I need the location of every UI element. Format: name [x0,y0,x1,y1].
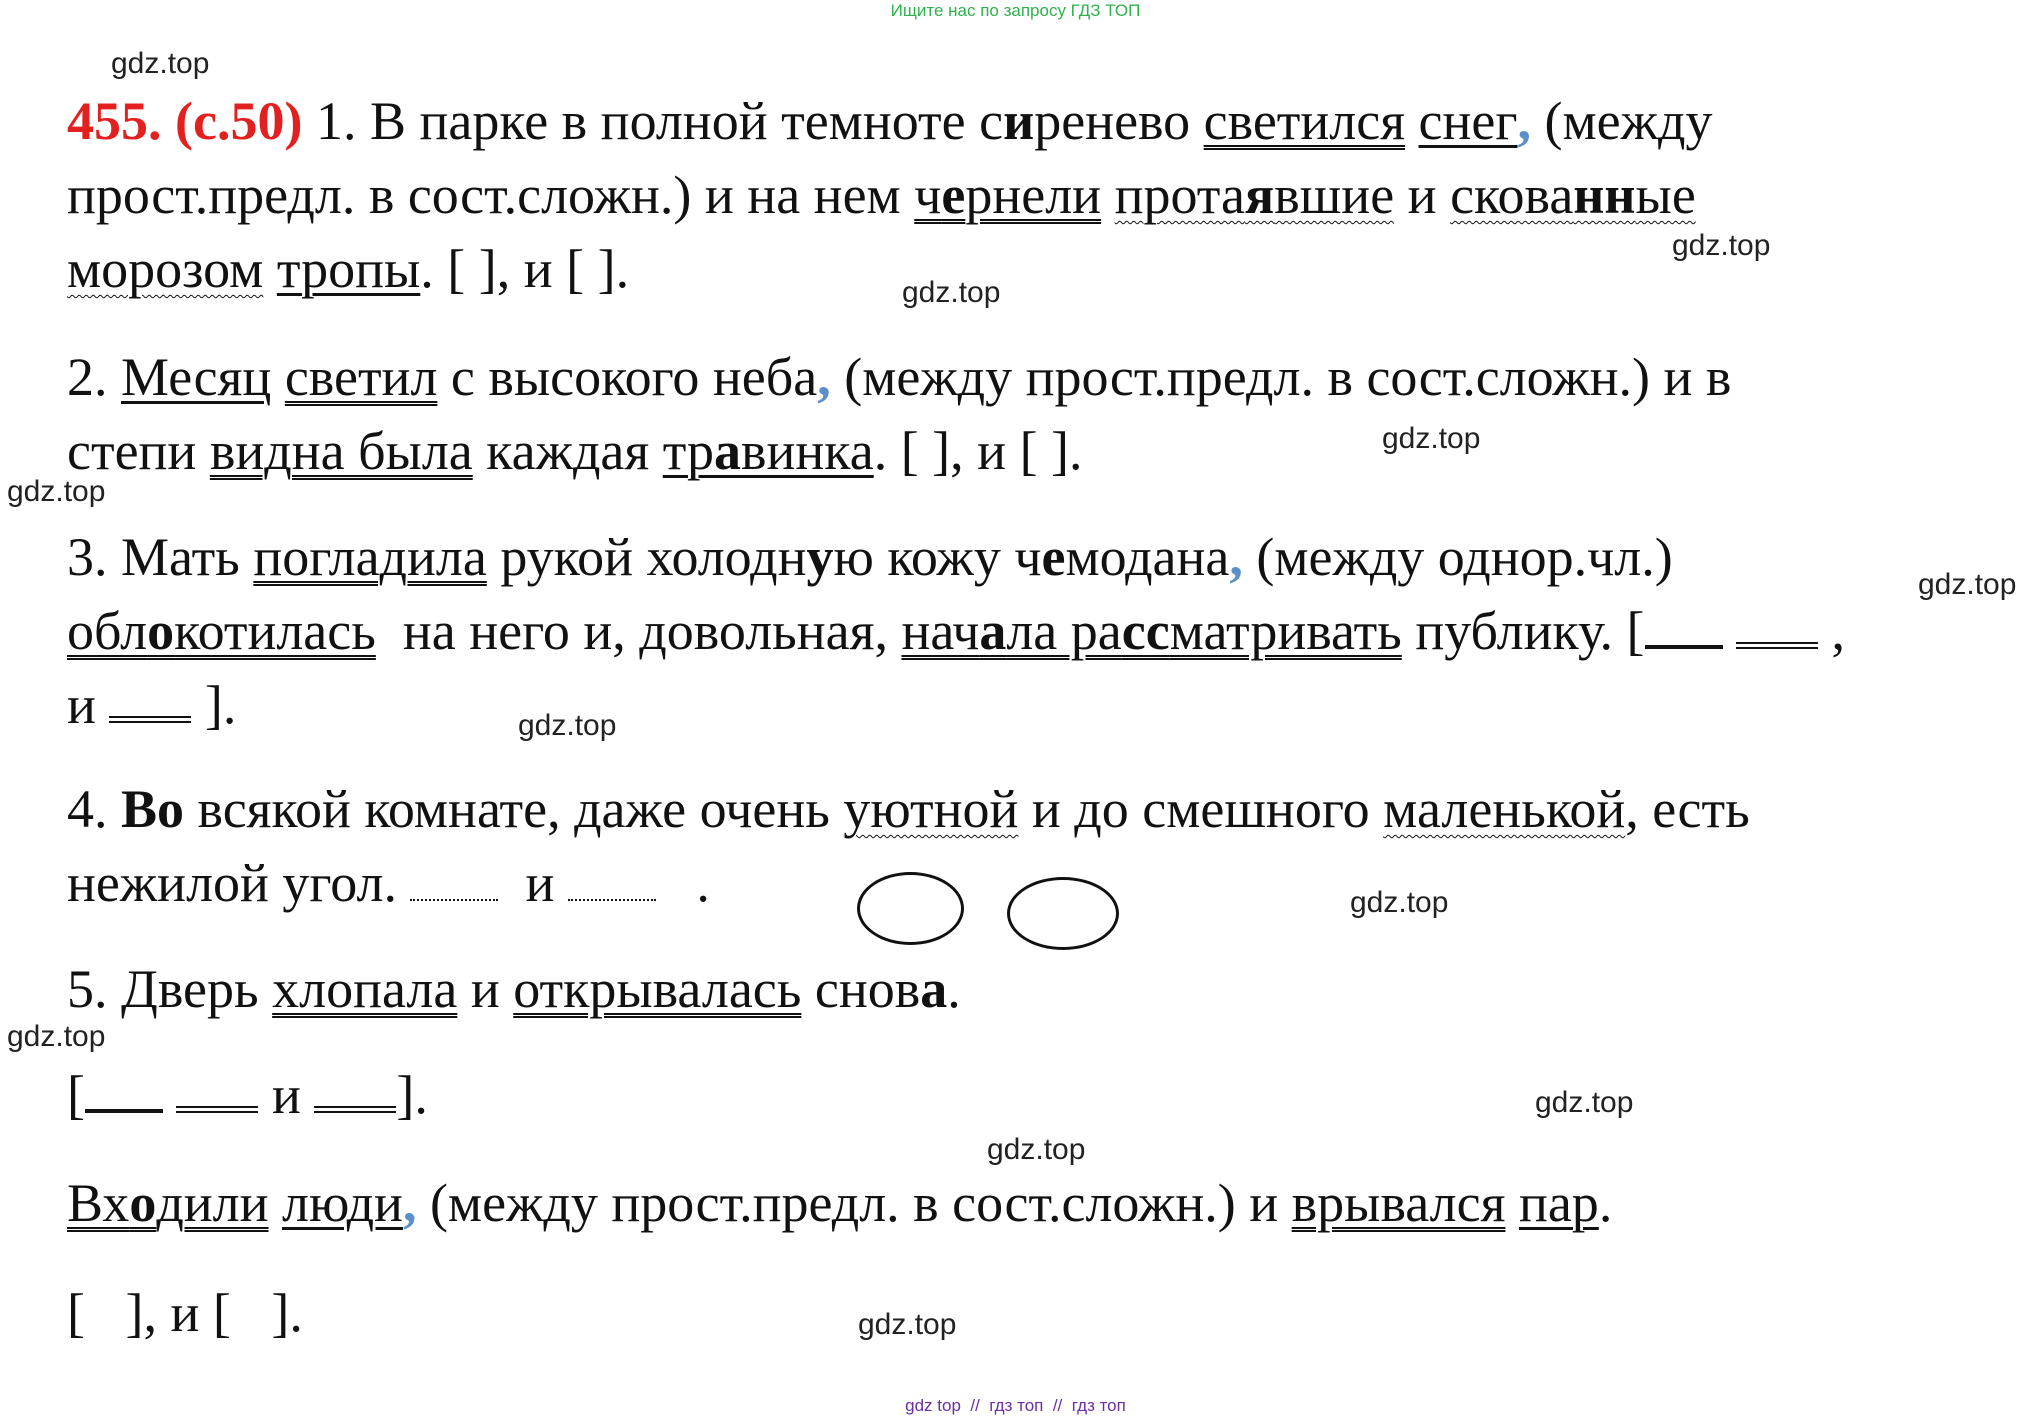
s3-number: 3. [67,527,108,587]
s6-text: . [1598,1173,1613,1233]
predicate: врывался [1291,1173,1506,1233]
text: рнели [965,165,1102,225]
s4-line1 [67,779,1750,839]
text: ю кожу ч [833,527,1042,587]
s1-text: прост.предл. в сост.сложн.) и на нем [67,165,901,225]
letter: у [806,527,834,587]
letter: е [941,165,966,225]
text: нач [901,601,980,661]
watermark: gdz.top [111,47,210,80]
scheme: и [525,853,555,913]
scheme-blank [314,1106,396,1113]
watermark: gdz.top [987,1133,1086,1166]
s1-line1 [67,91,1713,151]
comma: , [1517,91,1532,151]
top-banner: Ищите нас по запросу ГДЗ ТОП [890,1,1141,20]
scheme: и [271,1065,301,1125]
subject: люди [282,1173,403,1233]
scheme-oval [1007,877,1119,950]
s3-text: Мать [121,527,240,587]
comma: , [402,1173,417,1233]
s1-line3 [67,239,630,299]
s5-text: Дверь [121,959,259,1019]
subject: тропы [276,239,421,299]
comma: , [817,347,831,407]
text: скова [1450,165,1574,225]
letter: а [920,959,948,1019]
watermark: gdz.top [7,1020,106,1053]
s6-text: (между прост.предл. в сост.сложн.) и [429,1173,1279,1233]
text: вшие [1274,165,1395,225]
scheme: . [696,853,710,913]
watermark: gdz.top [1535,1086,1634,1119]
text: прота [1114,165,1245,225]
watermark: gdz.top [518,709,617,742]
watermark: gdz.top [1918,568,2017,601]
text: Вх [67,1173,130,1233]
letter: нн [1573,165,1636,225]
text: котилась [174,601,376,661]
s2-line1 [67,347,1732,407]
predicate: светился [1203,91,1406,151]
letter: а [714,421,742,481]
watermark: gdz.top [1350,886,1449,919]
text: . [947,959,961,1019]
letter: е [1041,527,1066,587]
s5-line1 [67,959,961,1019]
scheme: . [ ], и [ ]. [420,239,630,299]
subject: Месяц [121,347,272,407]
watermark: gdz.top [858,1308,957,1341]
letter: сс [1121,601,1170,661]
watermark: gdz.top [1672,229,1771,262]
definition [1450,165,1696,225]
s1-letter: и [1003,91,1035,151]
scheme-oval [857,872,964,945]
s2-number: 2. [67,347,108,407]
predicate [914,165,1101,225]
s4-text: и до смешного [1031,779,1370,839]
text: модана [1065,527,1230,587]
watermark: gdz.top [7,475,106,508]
comma: , [1229,527,1243,587]
s5-scheme [67,1065,428,1125]
s3-line2 [67,601,1846,661]
scheme: [ [67,1065,85,1125]
letter: я [1245,165,1275,225]
subject: пар [1518,1173,1599,1233]
scheme-blank [85,1109,163,1113]
text: обл [67,601,148,661]
scheme: публику. [ [1415,601,1645,661]
definition: маленькой [1383,779,1626,839]
definition: уютной [843,779,1019,839]
s1-text: ренево [1034,91,1191,151]
s6-scheme [67,1283,303,1343]
scheme-blank [109,716,191,723]
subject: снег [1418,91,1518,151]
s3-line1 [67,527,1673,587]
scheme: . [ ], и [ ]. [873,421,1083,481]
s2-text: с высокого неба [450,347,818,407]
predicate [67,601,376,661]
s1-line2 [67,165,1696,225]
s4-text: всякой комнате, даже очень [197,779,830,839]
text: винка [741,421,874,481]
subject [663,421,874,481]
scheme: , [1831,601,1846,661]
s1-text: (между [1544,91,1713,151]
predicate: хлопала [272,959,458,1019]
text: ые [1635,165,1696,225]
text: ч [914,165,942,225]
predicate: погладила [253,527,487,587]
s3-text: на него и, довольная, [402,601,888,661]
scheme-blank [410,895,498,901]
bottom-banner: gdz top // гдз топ // гдз топ [905,1396,1126,1415]
scheme: и [67,675,96,735]
s2-text: каждая [486,421,650,481]
task-page-ref: (с.50) [175,91,303,151]
text: снов [814,959,921,1019]
predicate [67,1173,269,1233]
watermark: gdz.top [1382,422,1481,455]
s2-text: степи [67,421,197,481]
s4-text: , есть [1625,779,1750,839]
s4-number: 4. [67,779,108,839]
predicate: открывалась [513,959,802,1019]
scheme: ]. [396,1065,428,1125]
predicate: светил [284,347,438,407]
s6-line1 [67,1173,1613,1233]
scheme-blank [176,1106,258,1113]
s4-line2 [67,853,710,913]
text: ла ра [1006,601,1122,661]
letter: а [979,601,1007,661]
s3-text: (между однор.чл.) [1256,527,1673,587]
predicate: видна была [209,421,473,481]
scheme: [ ], и [ ]. [67,1283,303,1343]
letter: о [129,1173,157,1233]
s2-line2 [67,421,1083,481]
s2-text: (между прост.предл. в сост.сложн.) и в [844,347,1732,407]
s4-text: нежилой угол. [67,853,397,913]
text: матривать [1169,601,1402,661]
definition [1115,165,1395,225]
predicate [901,601,1401,661]
s1-number: 1. [315,91,357,151]
task-number: 455. [67,91,162,151]
s5-number: 5. [67,959,108,1019]
s1-text: В парке в полной темноте с [369,91,1004,151]
s1-text: и [1407,165,1437,225]
scheme-blank [1736,642,1818,649]
text: дили [156,1173,269,1233]
letter: о [147,601,175,661]
scheme: ]. [204,675,237,735]
definition: морозом [67,239,264,299]
text: тр [662,421,715,481]
scheme-blank [1645,645,1723,649]
s4-text: Во [121,779,185,839]
s3-line3 [67,675,237,735]
s5-text: и [470,959,500,1019]
text: рукой холодн [500,527,807,587]
watermark: gdz.top [902,276,1001,309]
scheme-blank [568,895,656,901]
